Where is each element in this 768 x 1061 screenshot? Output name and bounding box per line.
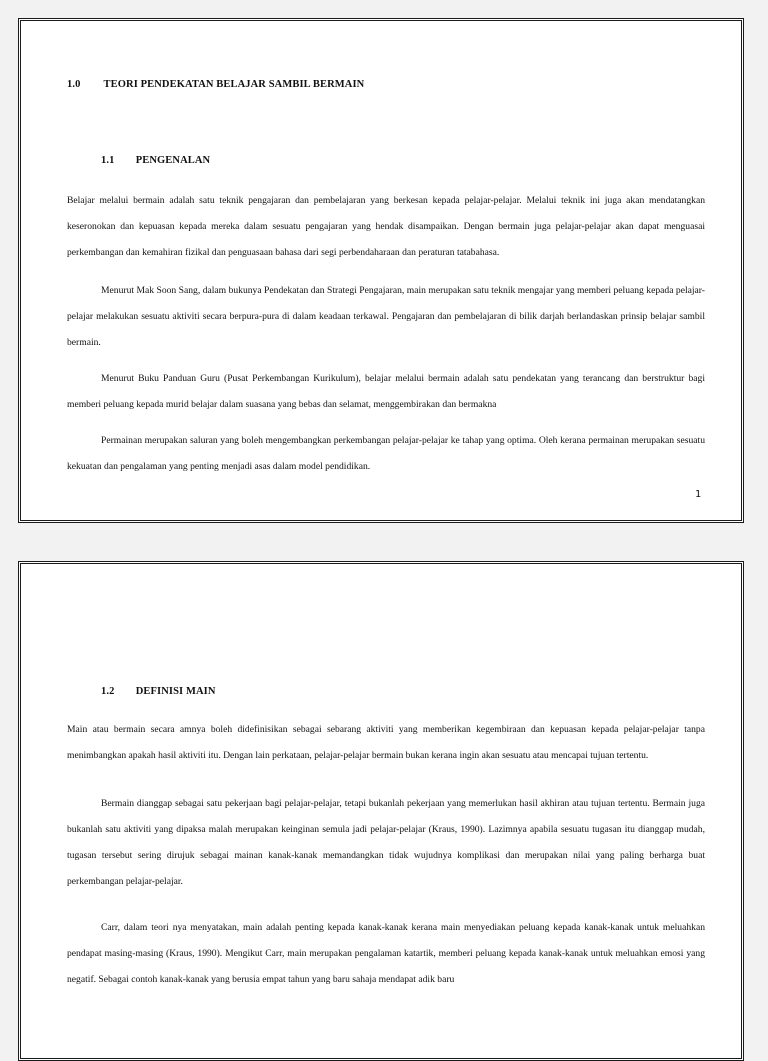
paragraph: Permainan merupakan saluran yang boleh mengembangkan perkembangan pelajar-pelajar ke tahap yang optima. Oleh kerana permainan merupakan sesuatu kekuatan dan pengalaman yang penting menjadi asas dalam model pendidikan. [67, 435, 705, 472]
section-heading [101, 155, 210, 166]
section-title: PENGENALAN [135, 155, 211, 166]
section-number: 1.2 [101, 686, 115, 697]
chapter-title: TEORI PENDEKATAN BELAJAR SAMBIL BERMAIN [103, 79, 365, 90]
paragraph: Carr, dalam teori nya menyatakan, main adalah penting kepada kanak-kanak kerana main menyediakan peluang kepada kanak-kanak untuk meluahkan pendapat masing-masing (Kraus, 1990). Mengikut Carr, main merupakan pengalaman katartik, memberi peluang kepada kanak-kanak untuk meluahkan emosi yang negatif. Sebagai contoh kanak-kanak yang berusia empat tahun yang baru sahaja mendapat adik baru [67, 922, 705, 985]
chapter-heading [67, 79, 364, 90]
page-number: 1 [694, 489, 701, 500]
document-page-2 [18, 561, 744, 1061]
section-title: DEFINISI MAIN [135, 686, 216, 697]
section-heading [101, 686, 216, 697]
paragraph: Menurut Mak Soon Sang, dalam bukunya Pendekatan dan Strategi Pengajaran, main merupakan satu teknik mengajar yang memberi peluang kepada pelajar-pelajar melakukan sesuatu aktiviti secara berpura-pura di dalam keadaan terkawal. Pengajaran dan pembelajaran di bilik darjah berlandaskan prinsip belajar sambil bermain. [67, 285, 705, 348]
section-number: 1.1 [101, 155, 115, 166]
paragraph: Belajar melalui bermain adalah satu teknik pengajaran dan pembelajaran yang berkesan kepada pelajar-pelajar. Melalui teknik ini juga akan mendatangkan keseronokan dan kepuasan kepada mereka dalam sesuatu pengajaran yang hendak disampaikan. Dengan bermain juga pelajar-pelajar akan dapat menguasai perkembangan dan kemahiran fizikal dan penguasaan bahasa dari segi perbendaharaan dan peraturan tatabahasa. [67, 195, 705, 258]
paragraph: Menurut Buku Panduan Guru (Pusat Perkembangan Kurikulum), belajar melalui bermain adalah satu pendekatan yang terancang dan berstruktur bagi memberi peluang kepada murid belajar dalam suasana yang bebas dan selamat, menggembirakan dan bermakna [67, 373, 705, 410]
paragraph: Bermain dianggap sebagai satu pekerjaan bagi pelajar-pelajar, tetapi bukanlah pekerjaan yang memerlukan hasil akhiran atau tujuan tertentu. Bermain juga bukanlah satu aktiviti yang dipaksa malah merupakan keinginan semula jadi pelajar-pelajar (Kraus, 1990). Lazimnya apabila sesuatu tugasan itu dianggap mudah, tugasan tersebut sering dirujuk sebagai mainan kanak-kanak memandangkan tidak wujudnya komplikasi dan merupakan nilai yang paling berharga buat perkembangan pelajar-pelajar. [67, 798, 705, 887]
document-page-1 [18, 18, 744, 523]
chapter-number: 1.0 [67, 79, 81, 90]
paragraph: Main atau bermain secara amnya boleh didefinisikan sebagai sebarang aktiviti yang memberikan kegembiraan dan kepuasan kepada pelajar-pelajar tanpa menimbangkan apakah hasil aktiviti itu. Dengan lain perkataan, pelajar-pelajar bermain bukan kerana ingin akan sesuatu atau mencapai tujuan tertentu. [67, 724, 705, 761]
